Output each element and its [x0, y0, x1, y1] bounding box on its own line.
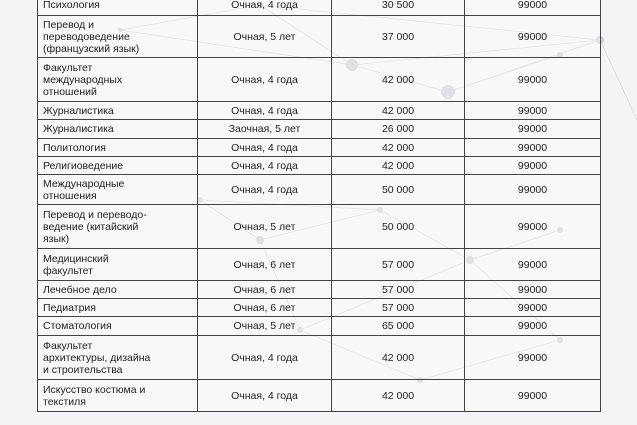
price: 50 000	[332, 205, 465, 249]
fee: 99000	[465, 0, 601, 16]
price: 57 000	[332, 249, 465, 281]
study-form: Очная, 6 лет	[198, 299, 332, 317]
study-form: Очная, 4 года	[198, 58, 332, 102]
study-form: Очная, 5 лет	[198, 16, 332, 58]
fee: 99000	[465, 120, 601, 139]
fee: 99000	[465, 317, 601, 336]
study-form: Очная, 5 лет	[198, 317, 332, 336]
table-row	[38, 102, 601, 120]
fee: 99000	[465, 139, 601, 157]
program-name: Искусство костюма и текстиля	[38, 380, 198, 412]
study-form: Очная, 4 года	[198, 102, 332, 120]
tuition-table	[37, 0, 601, 412]
program-name: Лечебное дело	[38, 281, 198, 299]
fee: 99000	[465, 58, 601, 102]
study-form: Очная, 4 года	[198, 157, 332, 175]
fee: 99000	[465, 281, 601, 299]
program-name: Журналистика	[38, 102, 198, 120]
price: 50 000	[332, 175, 465, 205]
program-name: Журналистика	[38, 120, 198, 139]
fee: 99000	[465, 102, 601, 120]
fee: 99000	[465, 205, 601, 249]
program-name: Перевод и переводо- ведение (китайский язык)	[38, 205, 198, 249]
price: 42 000	[332, 58, 465, 102]
fee: 99000	[465, 157, 601, 175]
table-row	[38, 380, 601, 412]
program-name: Педиатрия	[38, 299, 198, 317]
program-name: Факультет международных отношений	[38, 58, 198, 102]
price: 57 000	[332, 281, 465, 299]
price: 42 000	[332, 102, 465, 120]
price: 42 000	[332, 139, 465, 157]
study-form: Очная, 6 лет	[198, 249, 332, 281]
study-form: Очная, 6 лет	[198, 281, 332, 299]
program-name: Стоматология	[38, 317, 198, 336]
study-form: Очная, 5 лет	[198, 205, 332, 249]
price: 42 000	[332, 336, 465, 380]
program-name: Медицинский факультет	[38, 249, 198, 281]
table-row	[38, 16, 601, 58]
study-form: Очная, 4 года	[198, 175, 332, 205]
price: 42 000	[332, 380, 465, 412]
table-row	[38, 175, 601, 205]
price: 57 000	[332, 299, 465, 317]
price: 26 000	[332, 120, 465, 139]
program-name: Религиоведение	[38, 157, 198, 175]
price: 65 000	[332, 317, 465, 336]
fee: 99000	[465, 299, 601, 317]
table-row	[38, 157, 601, 175]
fee: 99000	[465, 380, 601, 412]
price: 42 000	[332, 157, 465, 175]
program-name: Перевод и переводоведение (французский язык)	[38, 16, 198, 58]
table-row	[38, 336, 601, 380]
study-form: Очная, 4 года	[198, 380, 332, 412]
program-name: Политология	[38, 139, 198, 157]
fee: 99000	[465, 16, 601, 58]
price: 30 500	[332, 0, 465, 16]
table-row	[38, 0, 601, 16]
fee: 99000	[465, 175, 601, 205]
program-name: Факультет архитектуры, дизайна и строительства	[38, 336, 198, 380]
table-row	[38, 139, 601, 157]
price: 37 000	[332, 16, 465, 58]
study-form: Очная, 4 года	[198, 0, 332, 16]
fee: 99000	[465, 249, 601, 281]
study-form: Очная, 4 года	[198, 336, 332, 380]
table-row	[38, 205, 601, 249]
study-form: Заочная, 5 лет	[198, 120, 332, 139]
table-row	[38, 249, 601, 281]
table-row	[38, 299, 601, 317]
table-row	[38, 317, 601, 336]
table-row	[38, 58, 601, 102]
fee: 99000	[465, 336, 601, 380]
program-name: Международные отношения	[38, 175, 198, 205]
program-name: Психология	[38, 0, 198, 16]
table-row	[38, 120, 601, 139]
table-row	[38, 281, 601, 299]
study-form: Очная, 4 года	[198, 139, 332, 157]
